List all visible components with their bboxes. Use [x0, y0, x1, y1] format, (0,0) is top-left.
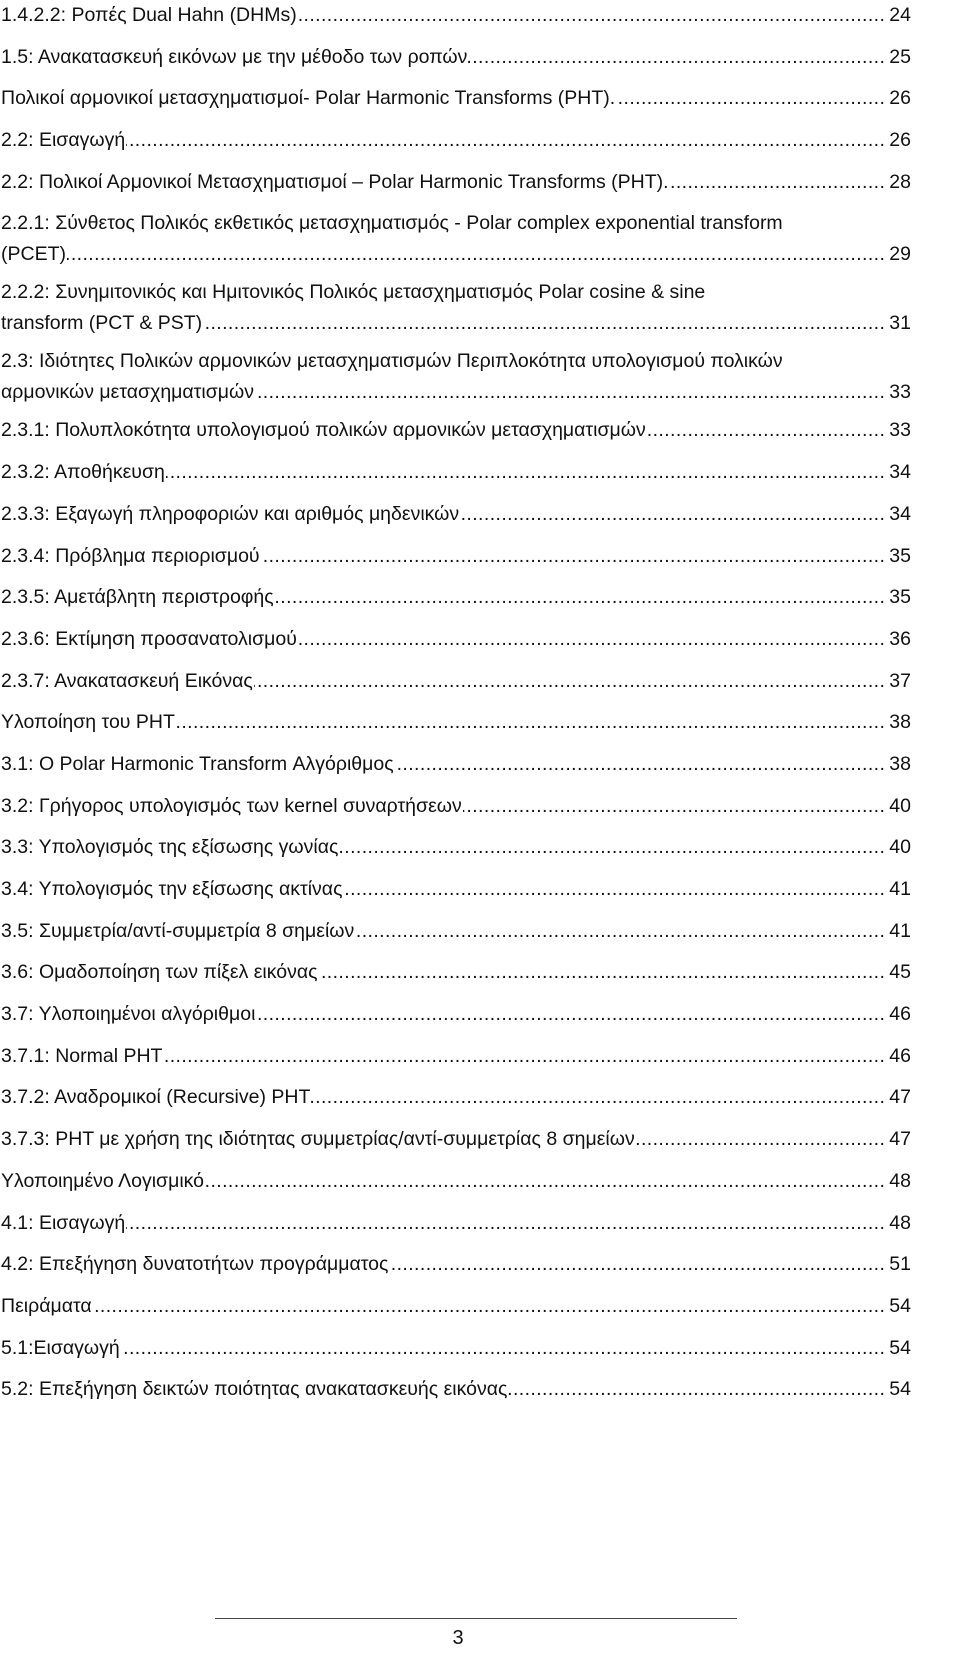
- toc-entry-line: [1, 457, 911, 487]
- toc-entry-page-number: 29: [885, 239, 911, 270]
- toc-entry[interactable]: [1, 42, 911, 72]
- toc-entry-page-number: 40: [885, 832, 911, 862]
- toc-entry-title: 2.2: Εισαγωγή: [1, 129, 126, 152]
- toc-entry-title: 2.3.5: Αμετάβλητη περιστροφής: [1, 586, 274, 609]
- toc-entry-title: 2.2.1: Σύνθετος Πολικός εκθετικός μετασχηματισμός - Polar complex exponential transform: [1, 212, 783, 235]
- toc-entry-title: Υλοποιημένο Λογισμικό: [1, 1169, 205, 1192]
- toc-entry[interactable]: [1, 1333, 911, 1363]
- toc-entry-page-number: 51: [885, 1249, 911, 1279]
- toc-entry-page-number: 35: [885, 541, 911, 571]
- toc-entry[interactable]: [1, 83, 911, 113]
- toc-entry-title: 2.3.7: Ανακατασκευή Εικόνας: [1, 669, 253, 692]
- toc-entry-line: [1, 957, 911, 987]
- toc-entry-line: [1, 916, 911, 946]
- toc-entry-page-number: 54: [885, 1291, 911, 1321]
- toc-entry[interactable]: [1, 1041, 911, 1071]
- toc-entry-line: [1, 832, 911, 862]
- toc-entry-line: [1, 1082, 911, 1112]
- toc-entry[interactable]: [1, 1208, 911, 1238]
- toc-entry-page-number: 34: [885, 499, 911, 529]
- toc-entry-line: [1, 1333, 911, 1363]
- toc-entry[interactable]: [1, 208, 911, 269]
- toc-entry-title: 3.2: Γρήγορος υπολογισμός των kernel συναρτήσεων: [1, 794, 462, 817]
- page-number: 3: [452, 1627, 464, 1649]
- toc-entry[interactable]: [1, 707, 911, 737]
- toc-entry-line: [1, 346, 911, 377]
- toc-entry-title: 2.3.3: Εξαγωγή πληροφοριών και αριθμός μηδενικών: [1, 502, 460, 525]
- toc-entry-page-number: 28: [885, 167, 911, 197]
- toc-entry-title: 4.1: Εισαγωγή: [1, 1211, 126, 1234]
- toc-entry-line: [1, 666, 911, 696]
- toc-entry-line: [1, 1124, 911, 1154]
- toc-entry-title: 1.5: Ανακατασκευή εικόνων με την μέθοδο των ροπών: [1, 45, 468, 68]
- toc-entry[interactable]: [1, 1166, 911, 1196]
- toc-entry-line: [1, 125, 911, 155]
- toc-entry-page-number: 45: [885, 957, 911, 987]
- toc-entry-page-number: 37: [885, 666, 911, 696]
- toc-entry-line: [1, 208, 911, 239]
- toc-entry[interactable]: [1, 832, 911, 862]
- toc-entry-title: 3.3: Υπολογισμός της εξίσωσης γωνίας: [1, 836, 339, 859]
- toc-entry[interactable]: [1, 624, 911, 654]
- toc-entry-line: [1, 999, 911, 1029]
- toc-entry-page-number: 34: [885, 457, 911, 487]
- toc-entry-line: [1, 791, 911, 821]
- toc-entry-title: 3.7.1: Normal PHT: [1, 1044, 163, 1067]
- toc-entry-page-number: 48: [885, 1208, 911, 1238]
- toc-entry-title: 3.7: Υλοποιημένοι αλγόριθμοι: [1, 1003, 256, 1026]
- toc-entry-title: Πειράματα: [1, 1294, 92, 1317]
- toc-entry-page-number: 26: [885, 83, 911, 113]
- toc-entry-title: 2.3.1: Πολυπλοκότητα υπολογισμού πολικών αρμονικών μετασχηματισμών: [1, 419, 646, 442]
- toc-entry-title: (PCET): [1, 242, 66, 265]
- toc-entry[interactable]: [1, 541, 911, 571]
- toc-entry-page-number: 48: [885, 1166, 911, 1196]
- toc-entry-page-number: 35: [885, 582, 911, 612]
- toc-entry-page-number: 40: [885, 791, 911, 821]
- toc-entry-line: [1, 377, 911, 408]
- toc-entry-title: 3.7.3: PHT με χρήση της ιδιότητας συμμετρίας/αντί-συμμετρίας 8 σημείων: [1, 1128, 635, 1151]
- toc-entry-title: 2.2: Πολικοί Αρμονικοί Μετασχηματισμοί – Polar Harmonic Transforms (PHT).: [1, 170, 669, 193]
- toc-entry-line: [1, 1249, 911, 1279]
- toc-entry-title: 2.3: Ιδιότητες Πολικών αρμονικών μετασχηματισμών Περιπλοκότητα υπολογισμού πολικών: [1, 350, 783, 373]
- toc-entry-line: [1, 308, 911, 339]
- toc-entry[interactable]: [1, 457, 911, 487]
- toc-entry[interactable]: [1, 1082, 911, 1112]
- toc-entry-line: [1, 707, 911, 737]
- toc-entry[interactable]: [1, 1291, 911, 1321]
- toc-entry-title: 3.6: Ομαδοποίηση των πίξελ εικόνας: [1, 961, 318, 984]
- toc-entry[interactable]: [1, 749, 911, 779]
- toc-entry-page-number: 47: [885, 1082, 911, 1112]
- toc-entry-line: [1, 624, 911, 654]
- toc-entry-page-number: 41: [885, 874, 911, 904]
- toc-entry-title: Υλοποίηση του PHT: [1, 711, 175, 734]
- toc-entry-title: 3.4: Υπολογισμός την εξίσωσης ακτίνας: [1, 878, 343, 900]
- toc-entry-page-number: 31: [885, 308, 911, 339]
- toc-entry-page-number: 25: [885, 42, 911, 72]
- toc-entry-line: [1, 749, 911, 779]
- toc-entry-title: Πολικοί αρμονικοί μετασχηματισμοί- Polar Harmonic Transforms (PHT).: [1, 87, 616, 110]
- toc-entry-page-number: 26: [885, 125, 911, 155]
- toc-entry[interactable]: [1, 1374, 911, 1404]
- toc-entry-title: 3.5: Συμμετρία/αντί-συμμετρία 8 σημείων: [1, 919, 355, 942]
- toc-entry[interactable]: [1, 415, 911, 445]
- toc-entry-page-number: 33: [885, 377, 911, 408]
- toc-entry-line: [1, 1208, 911, 1238]
- toc-entry-line: [1, 1041, 911, 1071]
- toc-entry[interactable]: [1, 666, 911, 696]
- toc-entry-line: [1, 42, 911, 72]
- toc-entry-line: [1, 415, 911, 445]
- toc-entry[interactable]: [1, 1124, 911, 1154]
- toc-entry-title: 4.2: Επεξήγηση δυνατοτήτων προγράμματος: [1, 1253, 389, 1276]
- toc-entry-title: transform (PCT & PST): [1, 311, 203, 334]
- table-of-contents: [1, 0, 911, 1416]
- toc-entry[interactable]: [1, 0, 911, 30]
- toc-entry-title: 3.1: O Polar Harmonic Transform Αλγόριθμος: [1, 752, 394, 775]
- toc-entry-page-number: 24: [885, 0, 911, 30]
- toc-entry-page-number: 33: [885, 415, 911, 445]
- toc-entry-line: [1, 541, 911, 571]
- toc-entry-page-number: 38: [885, 749, 911, 779]
- toc-entry-line: [1, 0, 911, 30]
- toc-entry-title: 2.3.4: Πρόβλημα περιορισμού: [1, 544, 260, 567]
- toc-entry-page-number: 54: [885, 1374, 911, 1404]
- toc-entry-page-number: 38: [885, 707, 911, 737]
- toc-entry-title: 5.1:Εισαγωγή: [1, 1336, 120, 1359]
- toc-entry-line: [1, 167, 911, 197]
- toc-entry[interactable]: [1, 874, 911, 904]
- toc-entry-page-number: 46: [885, 1041, 911, 1071]
- footer-rule: [215, 1618, 737, 1619]
- toc-entry[interactable]: [1, 916, 911, 946]
- toc-entry-line: [1, 582, 911, 612]
- toc-entry[interactable]: [1, 346, 911, 407]
- toc-entry-line: [1, 277, 911, 308]
- toc-entry[interactable]: [1, 167, 911, 197]
- toc-entry[interactable]: [1, 499, 911, 529]
- toc-entry-page-number: 54: [885, 1333, 911, 1363]
- toc-entry-page-number: 36: [885, 624, 911, 654]
- toc-entry-line: [1, 1374, 911, 1404]
- toc-entry-page-number: 41: [885, 916, 911, 946]
- toc-entry-line: [1, 83, 911, 113]
- toc-entry-title: 2.3.2: Αποθήκευση: [1, 461, 165, 484]
- toc-entry-line: [1, 1166, 911, 1196]
- toc-entry[interactable]: [1, 1249, 911, 1279]
- toc-entry[interactable]: [1, 277, 911, 338]
- toc-entry-line: [1, 499, 911, 529]
- toc-entry-line: [1, 239, 911, 270]
- toc-entry[interactable]: [1, 125, 911, 155]
- toc-entry-line: [1, 1291, 911, 1321]
- toc-entry-title: αρμονικών μετασχηματισμών: [1, 380, 254, 403]
- toc-entry[interactable]: [1, 999, 911, 1029]
- toc-entry[interactable]: [1, 791, 911, 821]
- toc-entry-title: 3.7.2: Αναδρομικοί (Recursive) PHT: [1, 1086, 311, 1109]
- toc-entry-page-number: 46: [885, 999, 911, 1029]
- toc-entry-line: [1, 874, 911, 904]
- toc-entry[interactable]: [1, 957, 911, 987]
- toc-entry-title: 2.2.2: Συνημιτονικός και Ημιτονικός Πολικός μετασχηματισμός Polar cosine & sine: [1, 281, 706, 304]
- toc-entry-page-number: 47: [885, 1124, 911, 1154]
- toc-entry-title: 2.3.6: Εκτίμηση προσανατολισμού: [1, 627, 297, 650]
- toc-entry[interactable]: [1, 582, 911, 612]
- toc-entry-title: 1.4.2.2: Ροπές Dual Hahn (DHMs): [1, 4, 297, 26]
- toc-entry-title: 5.2: Επεξήγηση δεικτών ποιότητας ανακατασκευής εικόνας: [1, 1378, 508, 1401]
